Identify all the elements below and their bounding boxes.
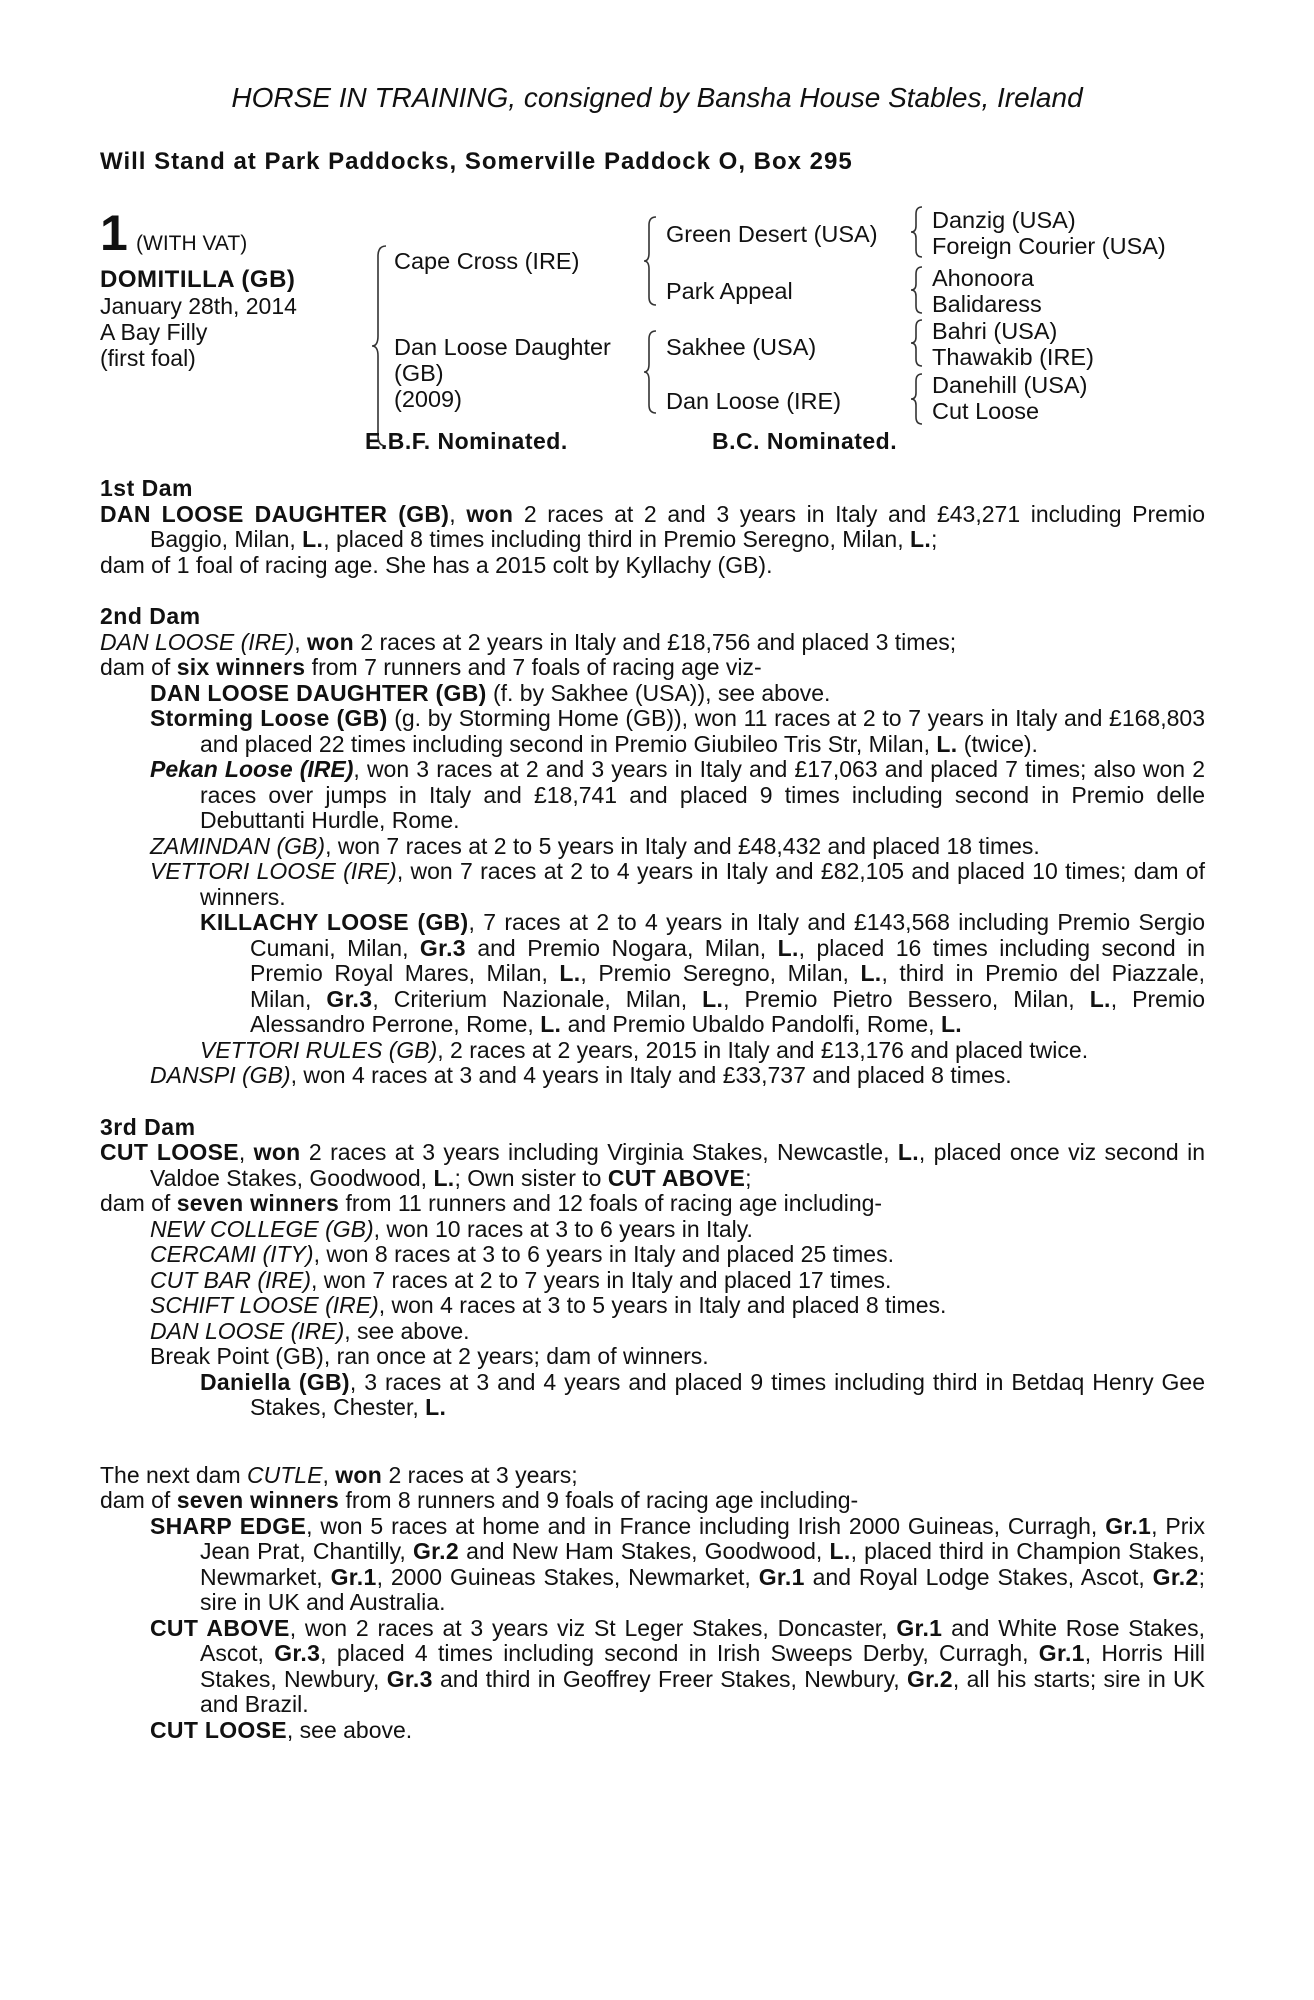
pedigree-dam-line3: (2009) (394, 386, 462, 412)
pedigree-dam-line1: Dan Loose Daughter (394, 334, 611, 360)
second-dam-produce: dam of six winners from 7 runners and 7 foals of racing age viz- (100, 654, 762, 680)
grandchild-entry: VETTORI RULES (GB), 2 races at 2 years, 2015 in Italy and £13,176 and placed twice. (200, 1036, 1089, 1063)
pedigree-sdd: Balidaress (932, 291, 1042, 317)
third-dam-heading: 3rd Dam (100, 1113, 196, 1140)
grandchild-entry: Daniella (GB), 3 races at 3 and 4 years and placed 9 times including third in Betdaq Henry Gee Stakes, Chester, L. (200, 1368, 1206, 1420)
ebf-nominated: E.B.F. Nominated. (365, 428, 568, 454)
produce-entry: ZAMINDAN (GB), won 7 races at 2 to 5 years in Italy and £48,432 and placed 18 times. (150, 832, 1040, 859)
produce-entry: Pekan Loose (IRE), won 3 races at 2 and 3 years in Italy and £17,063 and placed 7 times; also won 2 races over jumps in Italy and £18,741 and placed 9 times including second in Premio delle Debuttanti Hurdle, Rome. (150, 756, 1205, 833)
lot-vat: (WITH VAT) (136, 232, 248, 255)
pedigree-sire-sire: Green Desert (USA) (666, 221, 878, 247)
second-dam-entry: DAN LOOSE (IRE), won 2 races at 2 years in Italy and £18,756 and placed 3 times; (100, 628, 957, 655)
produce-entry: CUT ABOVE, won 2 races at 3 years viz St Leger Stakes, Doncaster, Gr.1 and White Rose Stakes, Ascot, Gr.3, placed 4 times including second in Irish Sweeps Derby, Curragh, Gr.1, Horris Hill Stakes, Newbury, Gr.3 and third in Geoffrey Freer Stakes, Newbury, Gr.2, all his starts; sire in UK and Brazil. (150, 1614, 1205, 1717)
horse-note: (first foal) (100, 345, 196, 371)
bc-nominated: B.C. Nominated. (712, 428, 898, 454)
second-dam-section (100, 604, 1205, 1089)
pedigree-sss: Danzig (USA) (932, 207, 1076, 233)
produce-entry: VETTORI LOOSE (IRE), won 7 races at 2 to 4 years in Italy and £82,105 and placed 10 times; dam of winners. (150, 858, 1205, 910)
first-dam-name: DAN LOOSE DAUGHTER (GB) (100, 500, 450, 527)
produce-entry: Break Point (GB), ran once at 2 years; dam of winners. (150, 1343, 709, 1369)
catalogue-body (100, 476, 1205, 1769)
third-dam-produce: dam of seven winners from 11 runners and 12 foals of racing age including- (100, 1190, 883, 1216)
horse-dob: January 28th, 2014 (100, 293, 297, 319)
pedigree-dss: Bahri (USA) (932, 318, 1058, 344)
pedigree-dsd: Thawakib (IRE) (932, 344, 1094, 370)
pedigree-dam-dam: Dan Loose (IRE) (666, 388, 842, 414)
produce-entry: CUT LOOSE, see above. (150, 1716, 413, 1743)
produce-entry: CUT BAR (IRE), won 7 races at 2 to 7 years in Italy and placed 17 times. (150, 1266, 892, 1293)
pedigree-brackets (0, 0, 1314, 460)
produce-entry: DAN LOOSE DAUGHTER (GB) (f. by Sakhee (USA)), see above. (150, 679, 831, 706)
produce-entry: SHARP EDGE, won 5 races at home and in France including Irish 2000 Guineas, Curragh, Gr.1, Prix Jean Prat, Chantilly, Gr.2 and New Ham Stakes, Goodwood, L., placed third in Champion Stakes, Newmarket, Gr.1, 2000 Guineas Stakes, Newmarket, Gr.1 and Royal Lodge Stakes, Ascot, Gr.2; sire in UK and Australia. (150, 1512, 1206, 1615)
produce-entry: SCHIFT LOOSE (IRE), won 4 races at 3 to 5 years in Italy and placed 8 times. (150, 1292, 947, 1318)
horse-name: DOMITILLA (GB) (100, 266, 296, 293)
catalogue-header: HORSE IN TRAINING, consigned by Bansha House Stables, Ireland (231, 82, 1083, 113)
first-dam-heading: 1st Dam (100, 475, 193, 501)
first-dam-entry: DAN LOOSE DAUGHTER (GB), won 2 races at 2 and 3 years in Italy and £43,271 including Premio Baggio, Milan, L., placed 8 times including third in Premio Seregno, Milan, L.; (100, 500, 1206, 552)
first-dam-produce: dam of 1 foal of racing age. She has a 2015 colt by Kyllachy (GB). (100, 551, 773, 578)
pedigree-sds: Ahonoora (932, 265, 1034, 291)
first-dam-section (100, 476, 1205, 578)
horse-description: A Bay Filly (100, 319, 208, 345)
produce-entry: CERCAMI (ITY), won 8 races at 3 to 6 years in Italy and placed 25 times. (150, 1241, 894, 1267)
stand-location: Will Stand at Park Paddocks, Somerville Paddock O, Box 295 (100, 148, 853, 175)
pedigree-dam-sire: Sakhee (USA) (666, 334, 817, 360)
next-dam-section (100, 1463, 1205, 1744)
produce-entry: NEW COLLEGE (GB), won 10 races at 3 to 6 years in Italy. (150, 1215, 753, 1242)
grandchild-entry: KILLACHY LOOSE (GB), 7 races at 2 to 4 years in Italy and £143,568 including Premio Sergio Cumani, Milan, Gr.3 and Premio Nogara, Milan, L., placed 16 times including second in Premio Royal Mares, Milan, L., Premio Seregno, Milan, L., third in Premio del Piazzale, Milan, Gr.3, Criterium Nazionale, Milan, L., Premio Pietro Bessero, Milan, L., Premio Alessandro Perrone, Rome, L. and Premio Ubaldo Pandolfi, Rome, L. (200, 909, 1205, 1037)
produce-entry: DANSPI (GB), won 4 races at 3 and 4 years in Italy and £33,737 and placed 8 times. (150, 1062, 1012, 1088)
pedigree-sire-dam: Park Appeal (666, 278, 793, 304)
pedigree-dam-line2: (GB) (394, 360, 444, 386)
third-dam-section (100, 1115, 1205, 1421)
third-dam-entry: CUT LOOSE, won 2 races at 3 years including Virginia Stakes, Newcastle, L., placed once viz second in Valdoe Stakes, Goodwood, L.; Own sister to CUT ABOVE; (100, 1139, 1206, 1191)
pedigree-sire: Cape Cross (IRE) (394, 248, 580, 274)
next-dam-entry: The next dam CUTLE, won 2 races at 3 years; (100, 1461, 578, 1488)
next-dam-produce: dam of seven winners from 8 runners and 9 foals of racing age including- (100, 1487, 859, 1513)
lot-number: 1 (100, 205, 128, 261)
pedigree-ddd: Cut Loose (932, 398, 1040, 424)
produce-entry: DAN LOOSE (IRE), see above. (150, 1317, 470, 1344)
pedigree-dds: Danehill (USA) (932, 372, 1088, 398)
produce-entry: Storming Loose (GB) (g. by Storming Home (GB)), won 11 races at 2 to 7 years in Italy and £168,803 and placed 22 times including second in Premio Giubileo Tris Str, Milan, L. (twice). (150, 705, 1205, 757)
second-dam-heading: 2nd Dam (100, 603, 201, 629)
pedigree-ssd: Foreign Courier (USA) (932, 233, 1166, 259)
